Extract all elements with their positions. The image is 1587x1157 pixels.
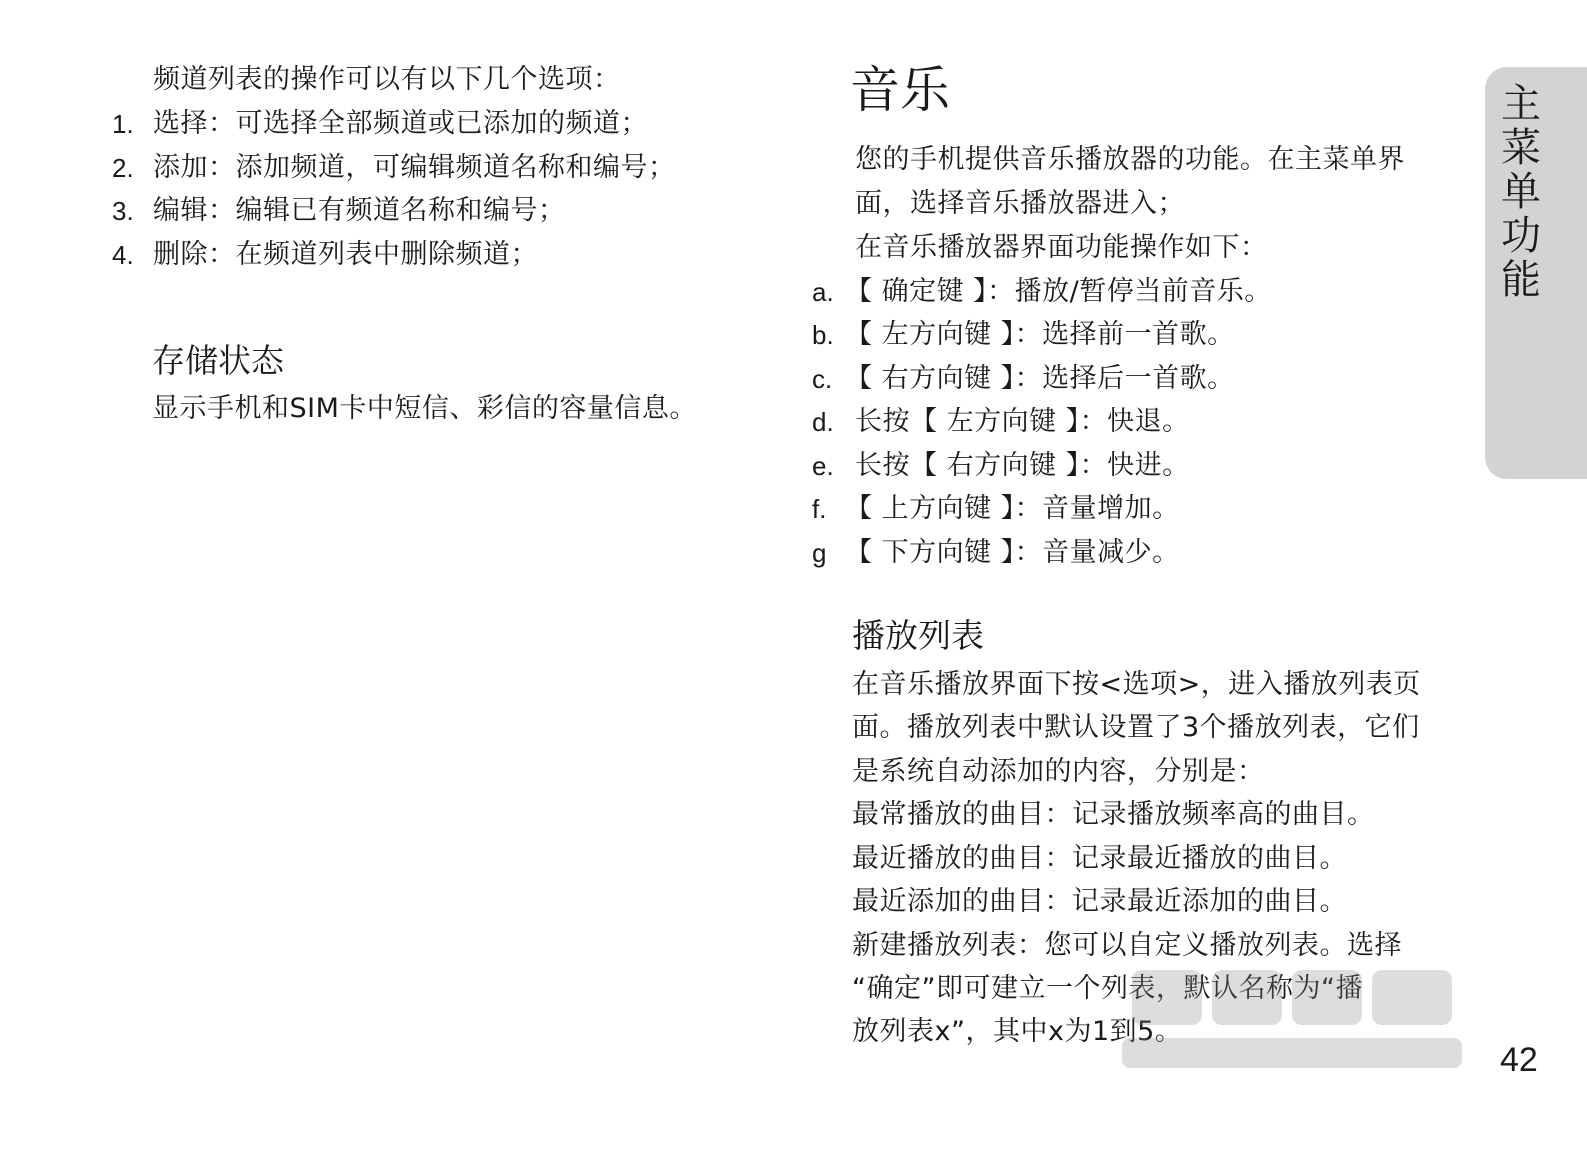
key-item-letter: a.	[812, 277, 834, 307]
key-item-letter: e.	[812, 451, 834, 481]
key-item-letter: c.	[812, 364, 833, 394]
channel-list-intro: 频道列表的操作可以有以下几个选项：	[153, 64, 621, 95]
list-item-number: 1.	[112, 109, 134, 139]
music-heading: 音乐	[850, 61, 950, 119]
list-item-select: 选择：可选择全部频道或已添加的频道；	[153, 108, 648, 139]
list-item-number: 2.	[112, 153, 134, 183]
playlist-line-7: 新建播放列表：您可以自定义播放列表。选择	[852, 930, 1402, 961]
list-item-number: 3.	[112, 196, 134, 226]
music-intro-line-2: 面，选择音乐播放器进入；	[855, 188, 1185, 219]
key-item-right: 【 右方向键 】：选择后一首歌。	[845, 363, 1235, 394]
playlist-line-1: 在音乐播放界面下按<选项>，进入播放列表页	[852, 669, 1421, 700]
playlist-line-2: 面。播放列表中默认设置了3个播放列表，它们	[852, 712, 1420, 743]
key-item-volume-up: 【 上方向键 】：音量增加。	[845, 493, 1180, 524]
key-item-confirm: 【 确定键 】：播放/暂停当前音乐。	[845, 276, 1272, 307]
storage-description: 显示手机和SIM卡中短信、彩信的容量信息。	[152, 393, 697, 424]
key-item-letter: b.	[812, 320, 834, 350]
playlist-line-9: 放列表x”，其中x为1到5。	[852, 1016, 1183, 1047]
section-side-tab-label: 主菜单功能	[1501, 81, 1541, 303]
music-intro-line-3: 在音乐播放器界面功能操作如下：	[855, 232, 1268, 263]
page-number: 42	[1500, 1041, 1538, 1079]
list-item-delete: 删除：在频道列表中删除频道；	[153, 239, 538, 270]
list-item-edit: 编辑：编辑已有频道名称和编号；	[153, 195, 566, 226]
playlist-heading: 播放列表	[852, 616, 984, 655]
playlist-line-3: 是系统自动添加的内容，分别是：	[852, 756, 1265, 787]
list-item-add: 添加：添加频道，可编辑频道名称和编号；	[153, 152, 676, 183]
key-item-letter: g	[812, 538, 827, 568]
playlist-line-4: 最常播放的曲目：记录播放频率高的曲目。	[852, 799, 1375, 830]
list-item-number: 4.	[112, 240, 134, 270]
key-item-volume-down: 【 下方向键 】：音量减少。	[845, 537, 1180, 568]
key-item-forward: 长按【 右方向键 】：快进。	[855, 450, 1190, 481]
storage-heading: 存储状态	[152, 341, 284, 380]
playlist-line-6: 最近添加的曲目：记录最近添加的曲目。	[852, 886, 1347, 917]
playlist-line-5: 最近播放的曲目：记录最近播放的曲目。	[852, 843, 1347, 874]
key-item-letter: f.	[812, 494, 827, 524]
music-intro-line-1: 您的手机提供音乐播放器的功能。在主菜单界	[855, 144, 1405, 175]
key-item-left: 【 左方向键 】：选择前一首歌。	[845, 319, 1235, 350]
playlist-line-8: “确定”即可建立一个列表，默认名称为“播	[852, 973, 1363, 1004]
key-item-letter: d.	[812, 407, 834, 437]
key-item-rewind: 长按【 左方向键 】：快退。	[855, 406, 1190, 437]
